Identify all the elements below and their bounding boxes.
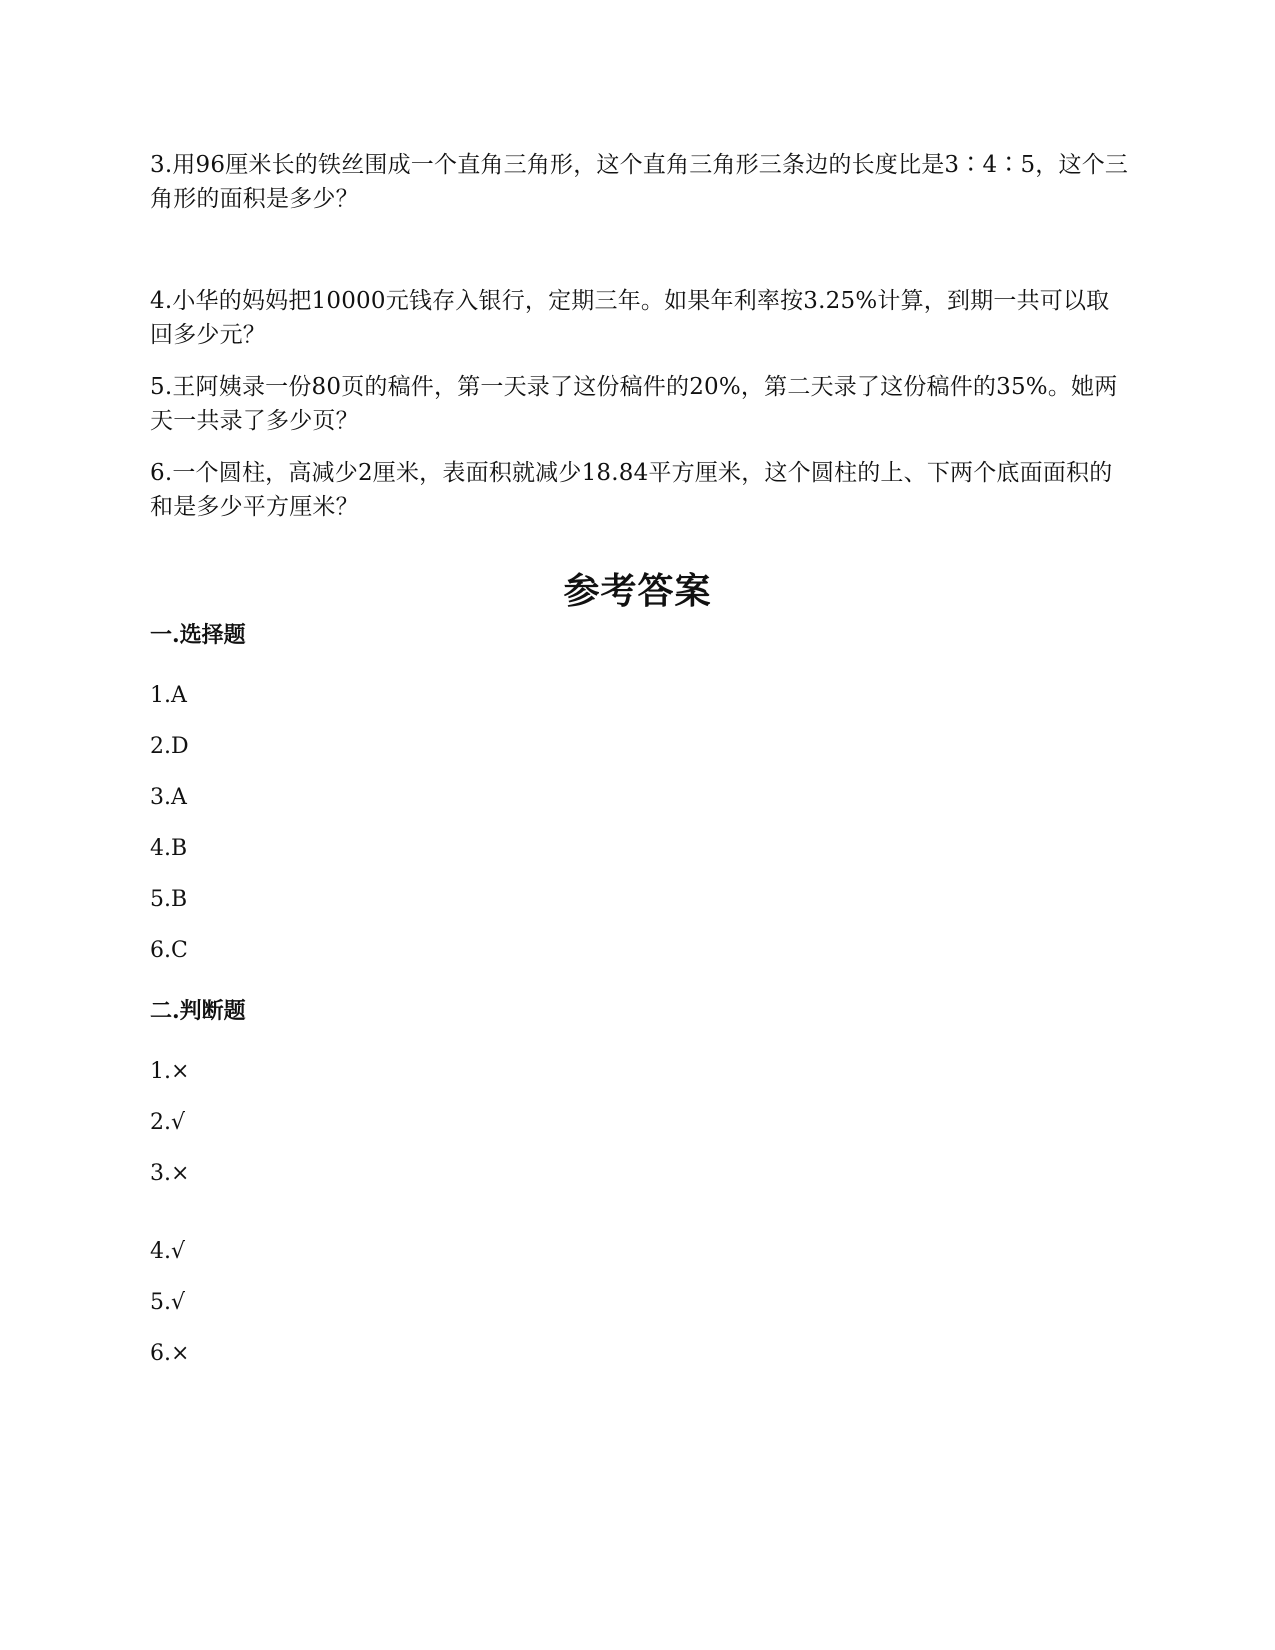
problem-4: 4.小华的妈妈把10000元钱存入银行，定期三年。如果年利率按3.25%计算，到期一共可以取回多少元？ — [150, 288, 1110, 348]
choice-answer-3: 3.A — [150, 785, 187, 810]
choice-answer-2: 2.D — [150, 734, 189, 759]
problem-5: 5.王阿姨录一份80页的稿件，第一天录了这份稿件的20%，第二天录了这份稿件的35%。她两天一共录了多少页？ — [150, 374, 1118, 434]
choice-answer-6: 6.C — [150, 938, 188, 963]
problem-3: 3.用96厘米长的铁丝围成一个直角三角形，这个直角三角形三条边的长度比是3∶4∶5，这个三角形的面积是多少？ — [150, 152, 1129, 212]
judge-answer-2: 2.√ — [150, 1110, 186, 1135]
judge-answer-3: 3.× — [150, 1161, 190, 1186]
answer-key-title: 参考答案 — [563, 570, 712, 612]
choice-answer-1: 1.A — [150, 683, 187, 708]
judge-answer-5: 5.√ — [150, 1290, 186, 1315]
choice-answer-5: 5.B — [150, 887, 188, 912]
section-heading-true-false: 二.判断题 — [150, 998, 246, 1024]
section-heading-multiple-choice: 一.选择题 — [150, 622, 246, 648]
choice-answer-4: 4.B — [150, 836, 188, 861]
judge-answer-4: 4.√ — [150, 1239, 186, 1264]
problem-6: 6.一个圆柱，高减少2厘米，表面积就减少18.84平方厘米，这个圆柱的上、下两个底面面积的和是多少平方厘米？ — [150, 460, 1113, 520]
judge-answer-6: 6.× — [150, 1341, 190, 1366]
judge-answer-1: 1.× — [150, 1059, 190, 1084]
